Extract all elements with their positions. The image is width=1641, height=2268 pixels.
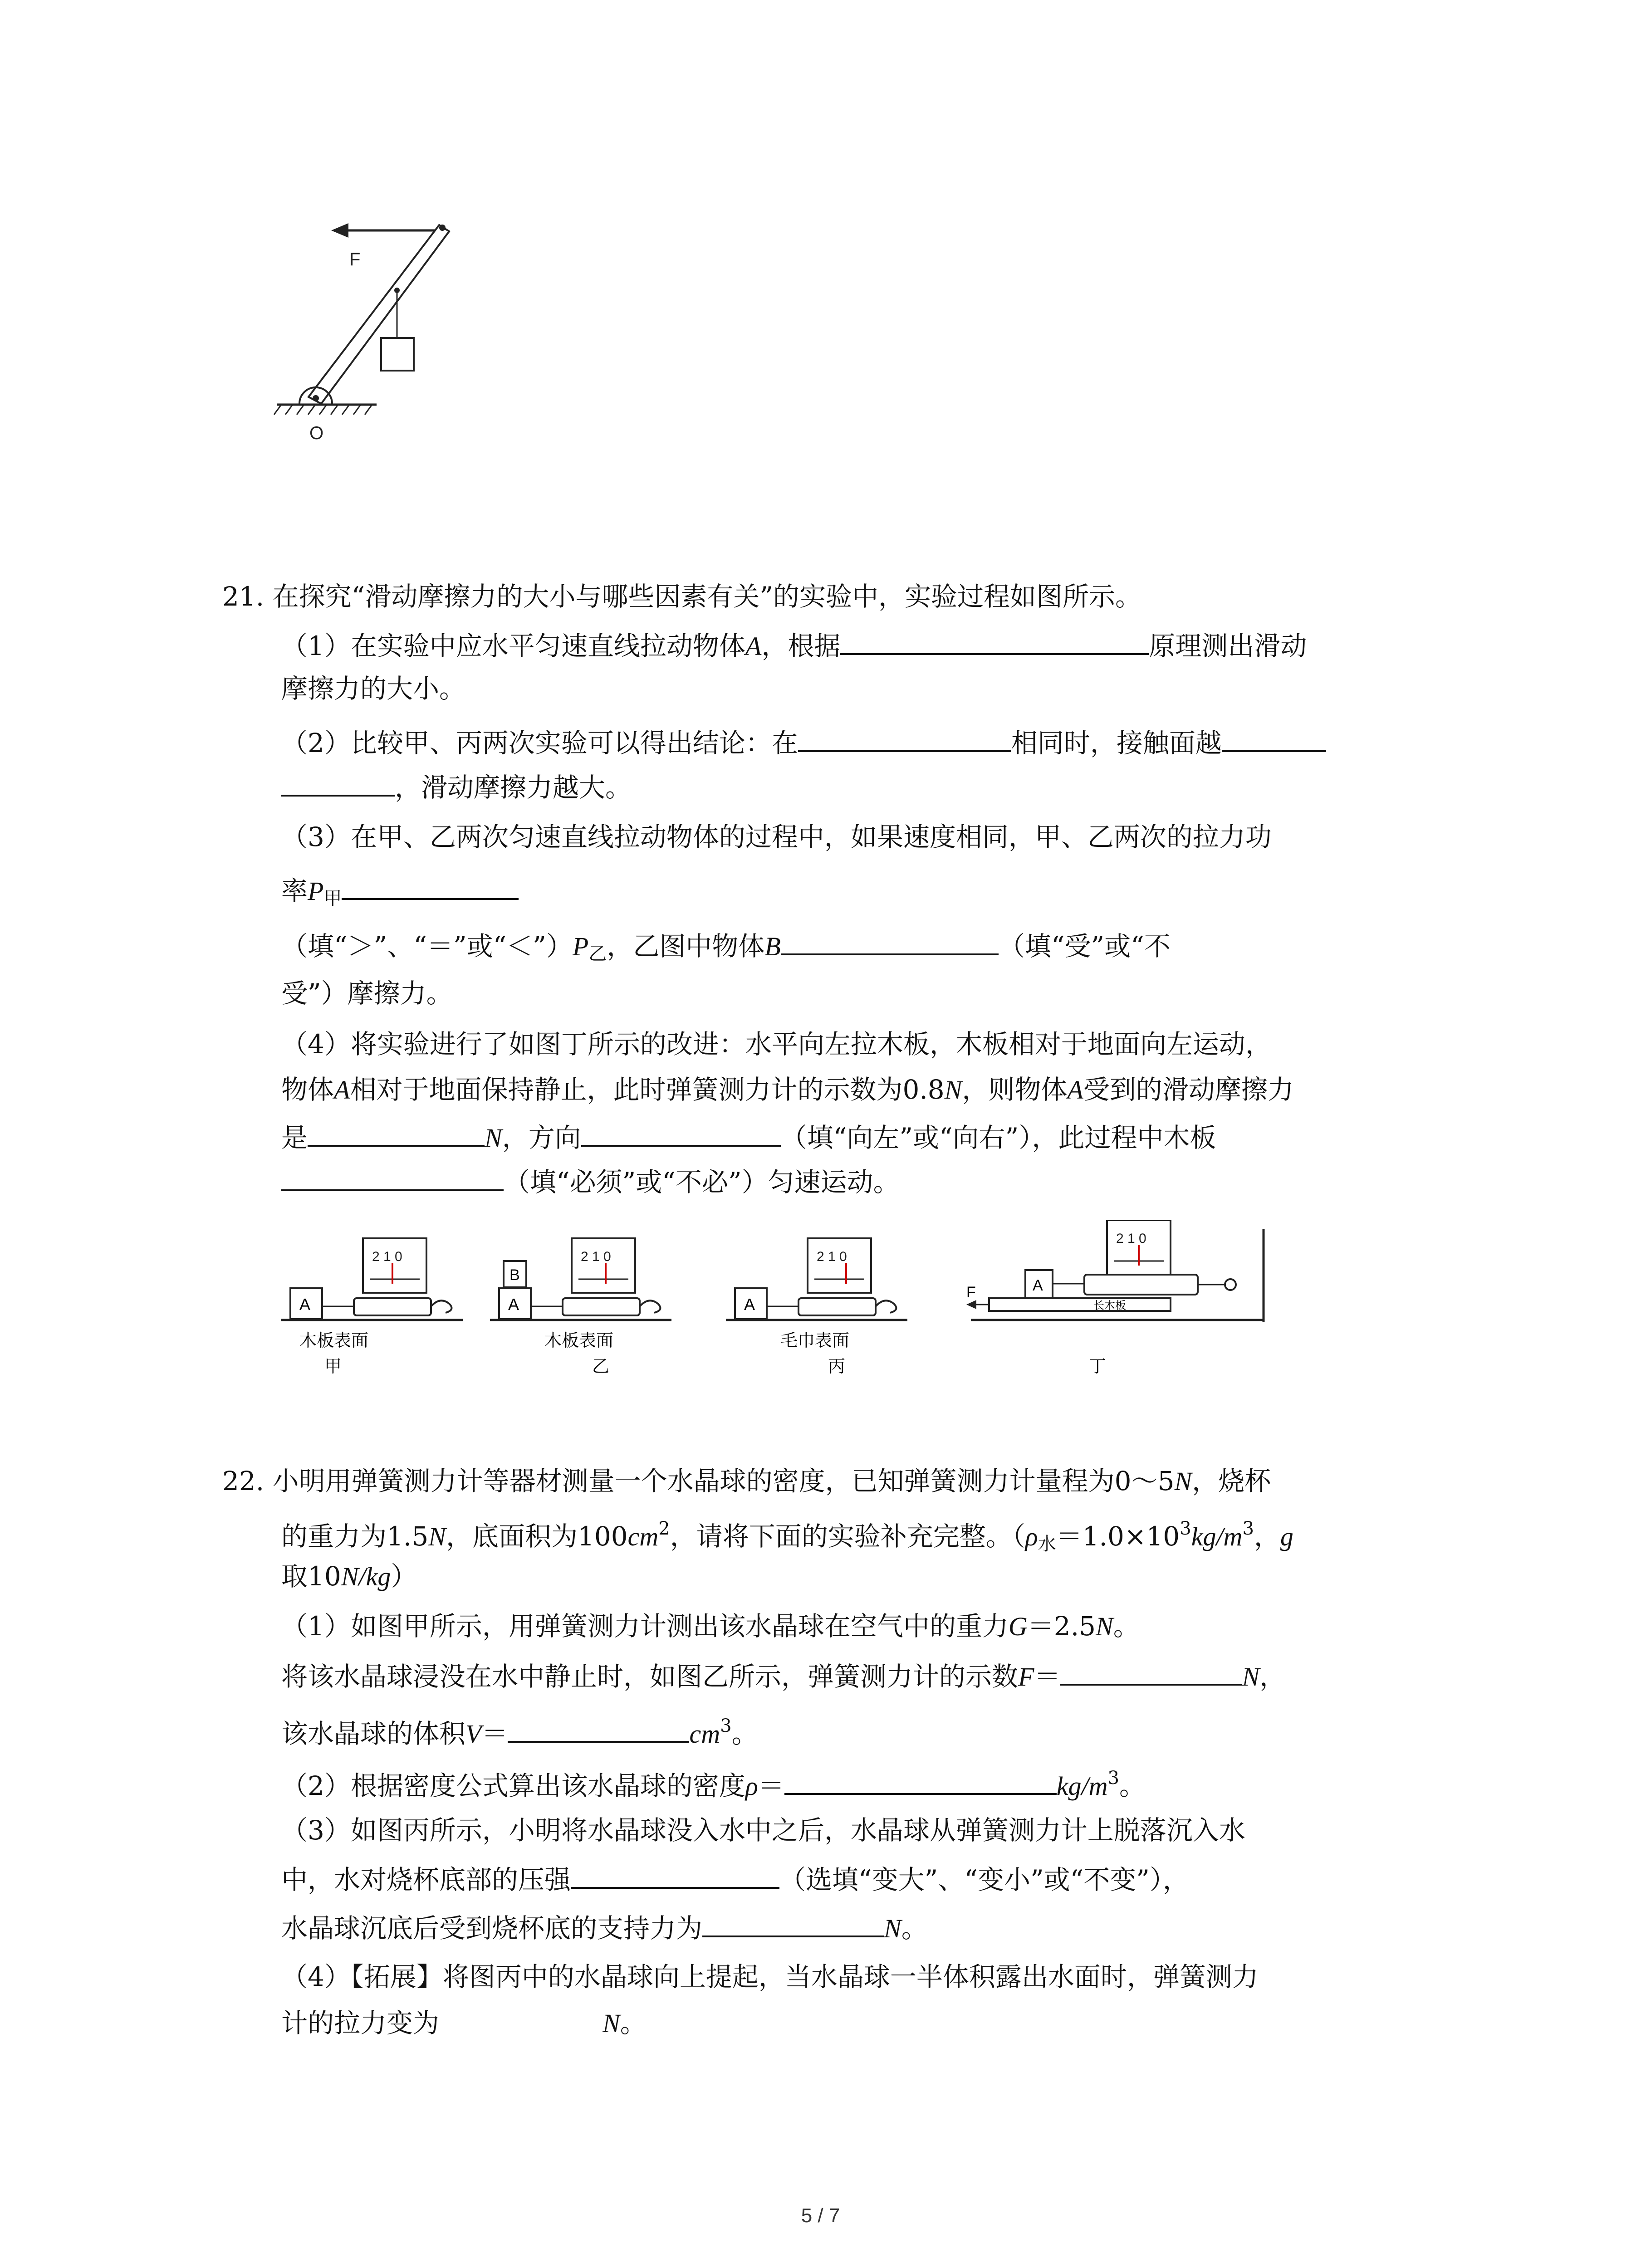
q21-p3-line2: 率$P_甲$ xyxy=(281,870,519,917)
q21-p2-line2: ，滑动摩擦力越大。 xyxy=(281,767,632,806)
force-arrow-head xyxy=(331,223,348,238)
block-a-label: A xyxy=(1033,1277,1043,1294)
ground-hatching xyxy=(274,405,372,415)
force-label: F xyxy=(349,249,361,269)
q21-p3-answer-blank-2[interactable] xyxy=(781,925,999,955)
figure-jia xyxy=(281,1238,463,1376)
q22-stem-line2: 的重力为1.5N，底面积为$100cm^2$，请将下面的实验补充完整。（$\rho_水=1.0\times 10^3kg/m^3$，g xyxy=(281,1518,1293,1554)
lever-figure xyxy=(268,213,476,449)
q21-p3-line1: （3）在甲、乙两次匀速直线拉动物体的过程中，如果速度相同，甲、乙两次的拉力功 xyxy=(281,821,1272,852)
spring-scale-body xyxy=(798,1298,876,1315)
figure-label: 丁 xyxy=(1089,1357,1107,1376)
q21-p3-line3: （填“＞”、“＝”或“$<”)P_乙$，乙图中物体B （填“受”或“不 xyxy=(281,925,1171,972)
long-board xyxy=(989,1298,1171,1311)
block-a-label: A xyxy=(744,1295,755,1314)
q21-p1-line2: 摩擦力的大小。 xyxy=(281,673,466,704)
spring-scale-dial xyxy=(572,1238,635,1293)
force-label: F xyxy=(966,1284,976,1301)
q21-p2-answer-blank-2-cont xyxy=(281,767,395,797)
scale-ticks-text: 2 1 0 xyxy=(581,1249,611,1264)
scale-ticks-text: 2 1 0 xyxy=(1116,1231,1146,1246)
figure-bing xyxy=(726,1238,907,1376)
q22-p3-line2: 中，水对烧杯底部的压强 （选填“变大”、“变小”或“不变”）， xyxy=(281,1859,1189,1898)
spring-scale-body xyxy=(1084,1275,1198,1295)
surface-label: 木板表面 xyxy=(299,1331,369,1350)
block-a-label: A xyxy=(508,1295,519,1314)
q22-p3-line1: （3）如图丙所示，小明将水晶球没入水中之后，水晶球从弹簧测力计上脱落沉入水 xyxy=(281,1815,1245,1846)
scale-ticks-text: 2 1 0 xyxy=(372,1249,402,1264)
q21-p4-line3: 是 N，方向 （填“向左”或“向右”），此过程中木板 xyxy=(281,1117,1216,1156)
q22-p4-line2: 计的拉力变为 N。 xyxy=(281,2008,647,2038)
lever-top-pin xyxy=(439,225,446,231)
spring-scale-body xyxy=(563,1298,640,1315)
figure-label: 丙 xyxy=(828,1357,846,1376)
q22-p1-line1: （1）如图甲所示，用弹簧测力计测出该水晶球在空气中的重力G＝2.5N。 xyxy=(281,1611,1140,1642)
figure-label: 乙 xyxy=(592,1357,610,1376)
scale-ticks-text: 2 1 0 xyxy=(817,1249,847,1264)
q21-p4-answer-blank-1[interactable] xyxy=(308,1117,485,1147)
figure-yi xyxy=(490,1238,671,1376)
surface-label: 木板表面 xyxy=(544,1331,614,1350)
q22-p1-answer-blank-2[interactable] xyxy=(508,1713,689,1743)
q21-p3-line4: 受”）摩擦力。 xyxy=(281,978,453,1009)
figure-ding xyxy=(966,1220,1264,1376)
q21-p1-line1: （1）在实验中应水平匀速直线拉动物体A，根据 原理测出滑动 xyxy=(281,625,1307,665)
pivot-label: O xyxy=(309,423,324,443)
q22-p1-line3: 该水晶球的体积$V= cm^3$。 xyxy=(281,1708,758,1752)
q22-p2-line: （2）根据密度公式算出该水晶球的密度$\rho= kg/m^3$。 xyxy=(281,1760,1146,1804)
q22-stem-line1: 22. 小明用弹簧测力计等器材测量一个水晶球的密度，已知弹簧测力计量程为0～5N，烧杯 xyxy=(222,1466,1271,1496)
hand-icon xyxy=(431,1300,451,1313)
block-a-label: A xyxy=(299,1295,311,1314)
spring-scale-dial xyxy=(363,1238,426,1293)
hand-icon xyxy=(876,1300,896,1313)
q22-p4-line1: （4）【拓展】将图丙中的水晶球向上提起，当水晶球一半体积露出水面时，弹簧测力 xyxy=(281,1961,1259,1992)
q21-p1-answer-blank[interactable] xyxy=(840,625,1149,655)
q21-p4-line2: 物体A相对于地面保持静止，此时弹簧测力计的示数为0.8N，则物体A受到的滑动摩擦力 xyxy=(281,1074,1294,1105)
lever-bar xyxy=(309,225,449,404)
spring-scale-body xyxy=(354,1298,431,1315)
q22-p3-answer-blank-2[interactable] xyxy=(702,1907,884,1937)
q21-p4-line1: （4）将实验进行了如图丁所示的改进：水平向左拉木板，木板相对于地面向左运动， xyxy=(281,1029,1272,1060)
q22-stem-line3: 取10N/kg） xyxy=(281,1561,417,1592)
q22-p1-answer-blank-1[interactable] xyxy=(1060,1656,1242,1686)
q21-p4-line4: （填“必须”或“不必”）匀速运动。 xyxy=(281,1161,900,1200)
q21-p2-answer-blank-2[interactable] xyxy=(1222,722,1326,752)
hanging-weight xyxy=(381,338,414,371)
board-label: 长木板 xyxy=(1093,1300,1126,1312)
block-b-label: B xyxy=(509,1266,520,1284)
q22-p1-line2: 将该水晶球浸没在水中静止时，如图乙所示，弹簧测力计的示数F＝ N， xyxy=(281,1656,1286,1695)
q21-p4-answer-blank-2[interactable] xyxy=(581,1117,781,1147)
q21-p3-answer-blank-1[interactable] xyxy=(342,870,519,900)
spring-scale-dial xyxy=(808,1238,871,1293)
q21-p2-line1: （2）比较甲、丙两次实验可以得出结论：在 相同时，接触面越 xyxy=(281,722,1326,761)
q22-p3-answer-blank-1[interactable] xyxy=(571,1859,779,1889)
q22-p3-line3: 水晶球沉底后受到烧杯底的支持力为 N。 xyxy=(281,1907,928,1947)
q21-p2-answer-blank-1[interactable] xyxy=(798,722,1011,752)
pivot-point xyxy=(313,395,319,401)
q22-p2-answer-blank[interactable] xyxy=(784,1765,1057,1795)
pull-force-arrow xyxy=(966,1300,976,1309)
q21-stem: 21. 在探究“滑动摩擦力的大小与哪些因素有关”的实验中，实验过程如图所示。 xyxy=(222,581,1141,612)
figure-label: 甲 xyxy=(324,1357,342,1376)
wall-hook xyxy=(1225,1279,1236,1290)
q21-p4-answer-blank-3[interactable] xyxy=(281,1161,504,1191)
hand-icon xyxy=(640,1300,660,1313)
surface-label: 毛巾表面 xyxy=(780,1331,850,1350)
friction-figures xyxy=(281,1220,1279,1420)
page-number: 5 / 7 xyxy=(801,2204,840,2227)
